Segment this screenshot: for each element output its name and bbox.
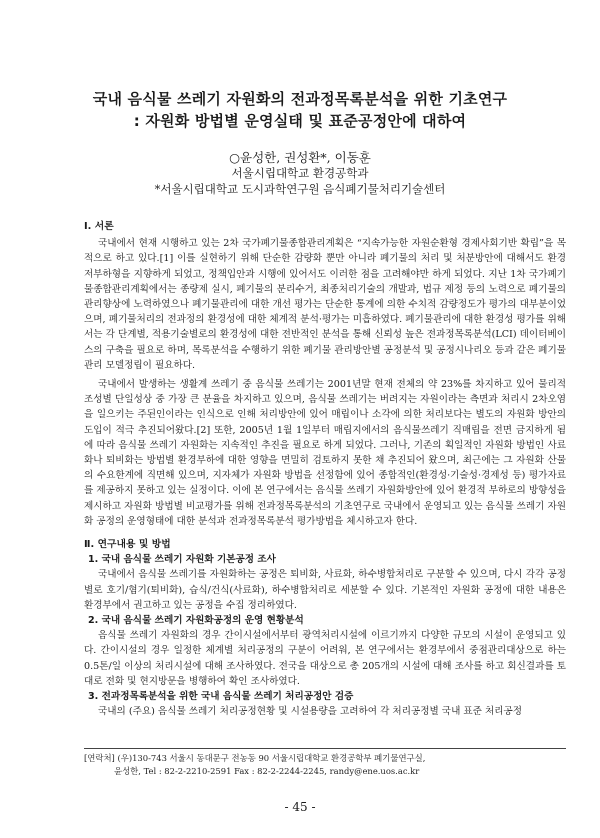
- affiliation-2: *서울시립대학교 도시과학연구원 음식폐기물처리기술센터: [154, 182, 446, 196]
- affiliation-1: 서울시립대학교 환경공학과: [231, 166, 369, 180]
- subsection-heading-3: 3. 전과정목록분석을 위한 국내 음식물 쓰레기 처리공정안 검증: [88, 691, 354, 703]
- subsection-heading-1: 1. 국내 음식물 쓰레기 자원화 기본공정 조사: [88, 554, 276, 566]
- footnote-line-2: 윤성한, Tel : 82-2-2210-2591 Fax : 82-2-2244-2245, randy@ene.uos.ac.kr: [114, 765, 420, 776]
- paper-title-line2: : 자원화 방법별 운영실태 및 표준공정안에 대하여: [133, 112, 467, 130]
- footnote-divider: [84, 748, 566, 749]
- page-number: - 45 -: [284, 800, 316, 814]
- methods-paragraph-1: 국내에서 음식물 쓰레기를 자원화하는 공정은 퇴비화, 사료화, 하수병합처리로 구분할 수 있으며, 다시 각각 공정별로 호기/혐기(퇴비화), 습식/건식(사료화), 하수병합처리로 세분할 수 있다. 기본적인 자원화 공정에 대한 내용은 환경부에서 권고하고 있는 공정을 수집 정리하였다.: [84, 569, 566, 611]
- author-list: ○윤성한, 권성환*, 이동훈: [229, 150, 371, 165]
- methods-paragraph-2: 음식물 쓰레기 자원화의 경우 간이시설에서부터 광역처리시설에 이르기까지 다양한 규모의 시설이 운영되고 있다. 간이시설의 경우 일정한 체계별 처리공정의 구분이 어려워, 본 연구에서는 환경부에서 중점관리대상으로 하는 0.5톤/일 이상의 처리시설에 대해 조사하였다. 전국을 대상으로 총 205개의 시설에 대해 조사를 하고 회신결과를 토대로 전화 및 현지방문을 병행하여 확인 조사하였다.: [84, 630, 566, 687]
- section-heading-intro: Ⅰ. 서론: [84, 221, 114, 232]
- methods-paragraph-3: 국내의 (주요) 음식물 쓰레기 처리공정현황 및 시설용량을 고려하여 각 처리공정별 국내 표준 처리공정: [98, 706, 523, 718]
- intro-paragraph-1: 국내에서 현재 시행하고 있는 2차 국가폐기물종합관리계획은 “지속가능한 자원순환형 경제사회기반 확립”을 목적으로 하고 있다.[1] 이를 실현하기 위해 단순한 감량화 뿐만 아니라 폐기물의 처리 및 처분방안에 대해서도 환경 저부하형을 지향하게 되었고, 정책입안과 시행에 있어서도 이러한 점을 고려해야만 하게 되었다. 지난 1차 국가폐기물종합관리계획에서는 종량제 실시, 폐기물의 분리수거, 최종처리기술의 개발과, 법규 제정 등의 노력으로 폐기물의 관리향상에 노력하였으나 폐기물관리에 대한 개선 평가는 단순한 통계에 의한 수치적 감량정도가 평가의 대부분이었으며, 폐기물처리의 전과정의 환경성에 대한 체계적 분석·평가는 미흡하였다. 폐기물관리에 대한 환경성 평가를 위해서는 각 단계별, 적용기술별로의 환경성에 대한 전반적인 분석을 통해 신뢰성 높은 전과정목록분석(LCI) 데이터베이스의 구축을 필요로 하며, 목록분석을 수행하기 위한 폐기물 관리방안별 공정분석 및 공정시나리오 등과 같은 폐기물관리 모델정립이 필요하다.: [84, 238, 566, 371]
- intro-paragraph-2: 국내에서 발생하는 생활계 쓰레기 중 음식물 쓰레기는 2001년말 현재 전체의 약 23%를 차지하고 있어 물리적 조성별 단일성상 중 가장 큰 분율을 차지하고 있으며, 음식물 쓰레기는 버려지는 자원이라는 측면과 처리시 2차오염을 일으키는 주된인이라는 인식으로 인해 처리방안에 있어 매립이나 소각에 의한 처리보다는 별도의 자원화 방안의 도입이 적극 추진되어왔다.[2] 또한, 2005년 1월 1일부터 매립지에서의 음식물쓰레기 직매립을 전면 금지하게 됨에 따라 음식물 쓰레기 자원화는 지속적인 추진을 필요로 하게 되었다. 그러나, 기존의 획일적인 자원화 방법인 사료화나 퇴비화는 방법별 환경부하에 대한 영향을 면밀히 검토하지 못한 채 추진되어 왔으며, 최근에는 그 자원화 산물의 수요한계에 직면해 있으며, 지자체가 자원화 방법을 선정함에 있어 종합적인(환경성·기술성·경제성 등) 평가자료를 제공하지 못하고 있는 실정이다. 이에 본 연구에서는 음식물 쓰레기 자원화방안에 있어 환경적 부하로의 방향성을 제시하고 자원화 방법별 비교평가를 위해 전과정목록분석의 기초연구로 국내에서 운영되고 있는 음식물 쓰레기 자원화 공정의 운영형태에 대한 분석과 전과정목록분석 평가방법을 체시하고자 한다.: [84, 379, 566, 527]
- paper-title-line1: 국내 음식물 쓰레기 자원화의 전과정목록분석을 위한 기초연구: [92, 90, 508, 108]
- contact-footnote: [84, 752, 566, 777]
- subsection-heading-2: 2. 국내 음식물 쓰레기 자원화공정의 운영 현황분석: [88, 615, 304, 627]
- footnote-line-1: [연락처] (우)130-743 서울시 동대문구 전농동 90 서울시립대학교 환경공학부 폐기물연구실,: [84, 753, 426, 763]
- paper-body: [84, 215, 566, 720]
- section-heading-methods: Ⅱ. 연구내용 및 방법: [84, 539, 171, 551]
